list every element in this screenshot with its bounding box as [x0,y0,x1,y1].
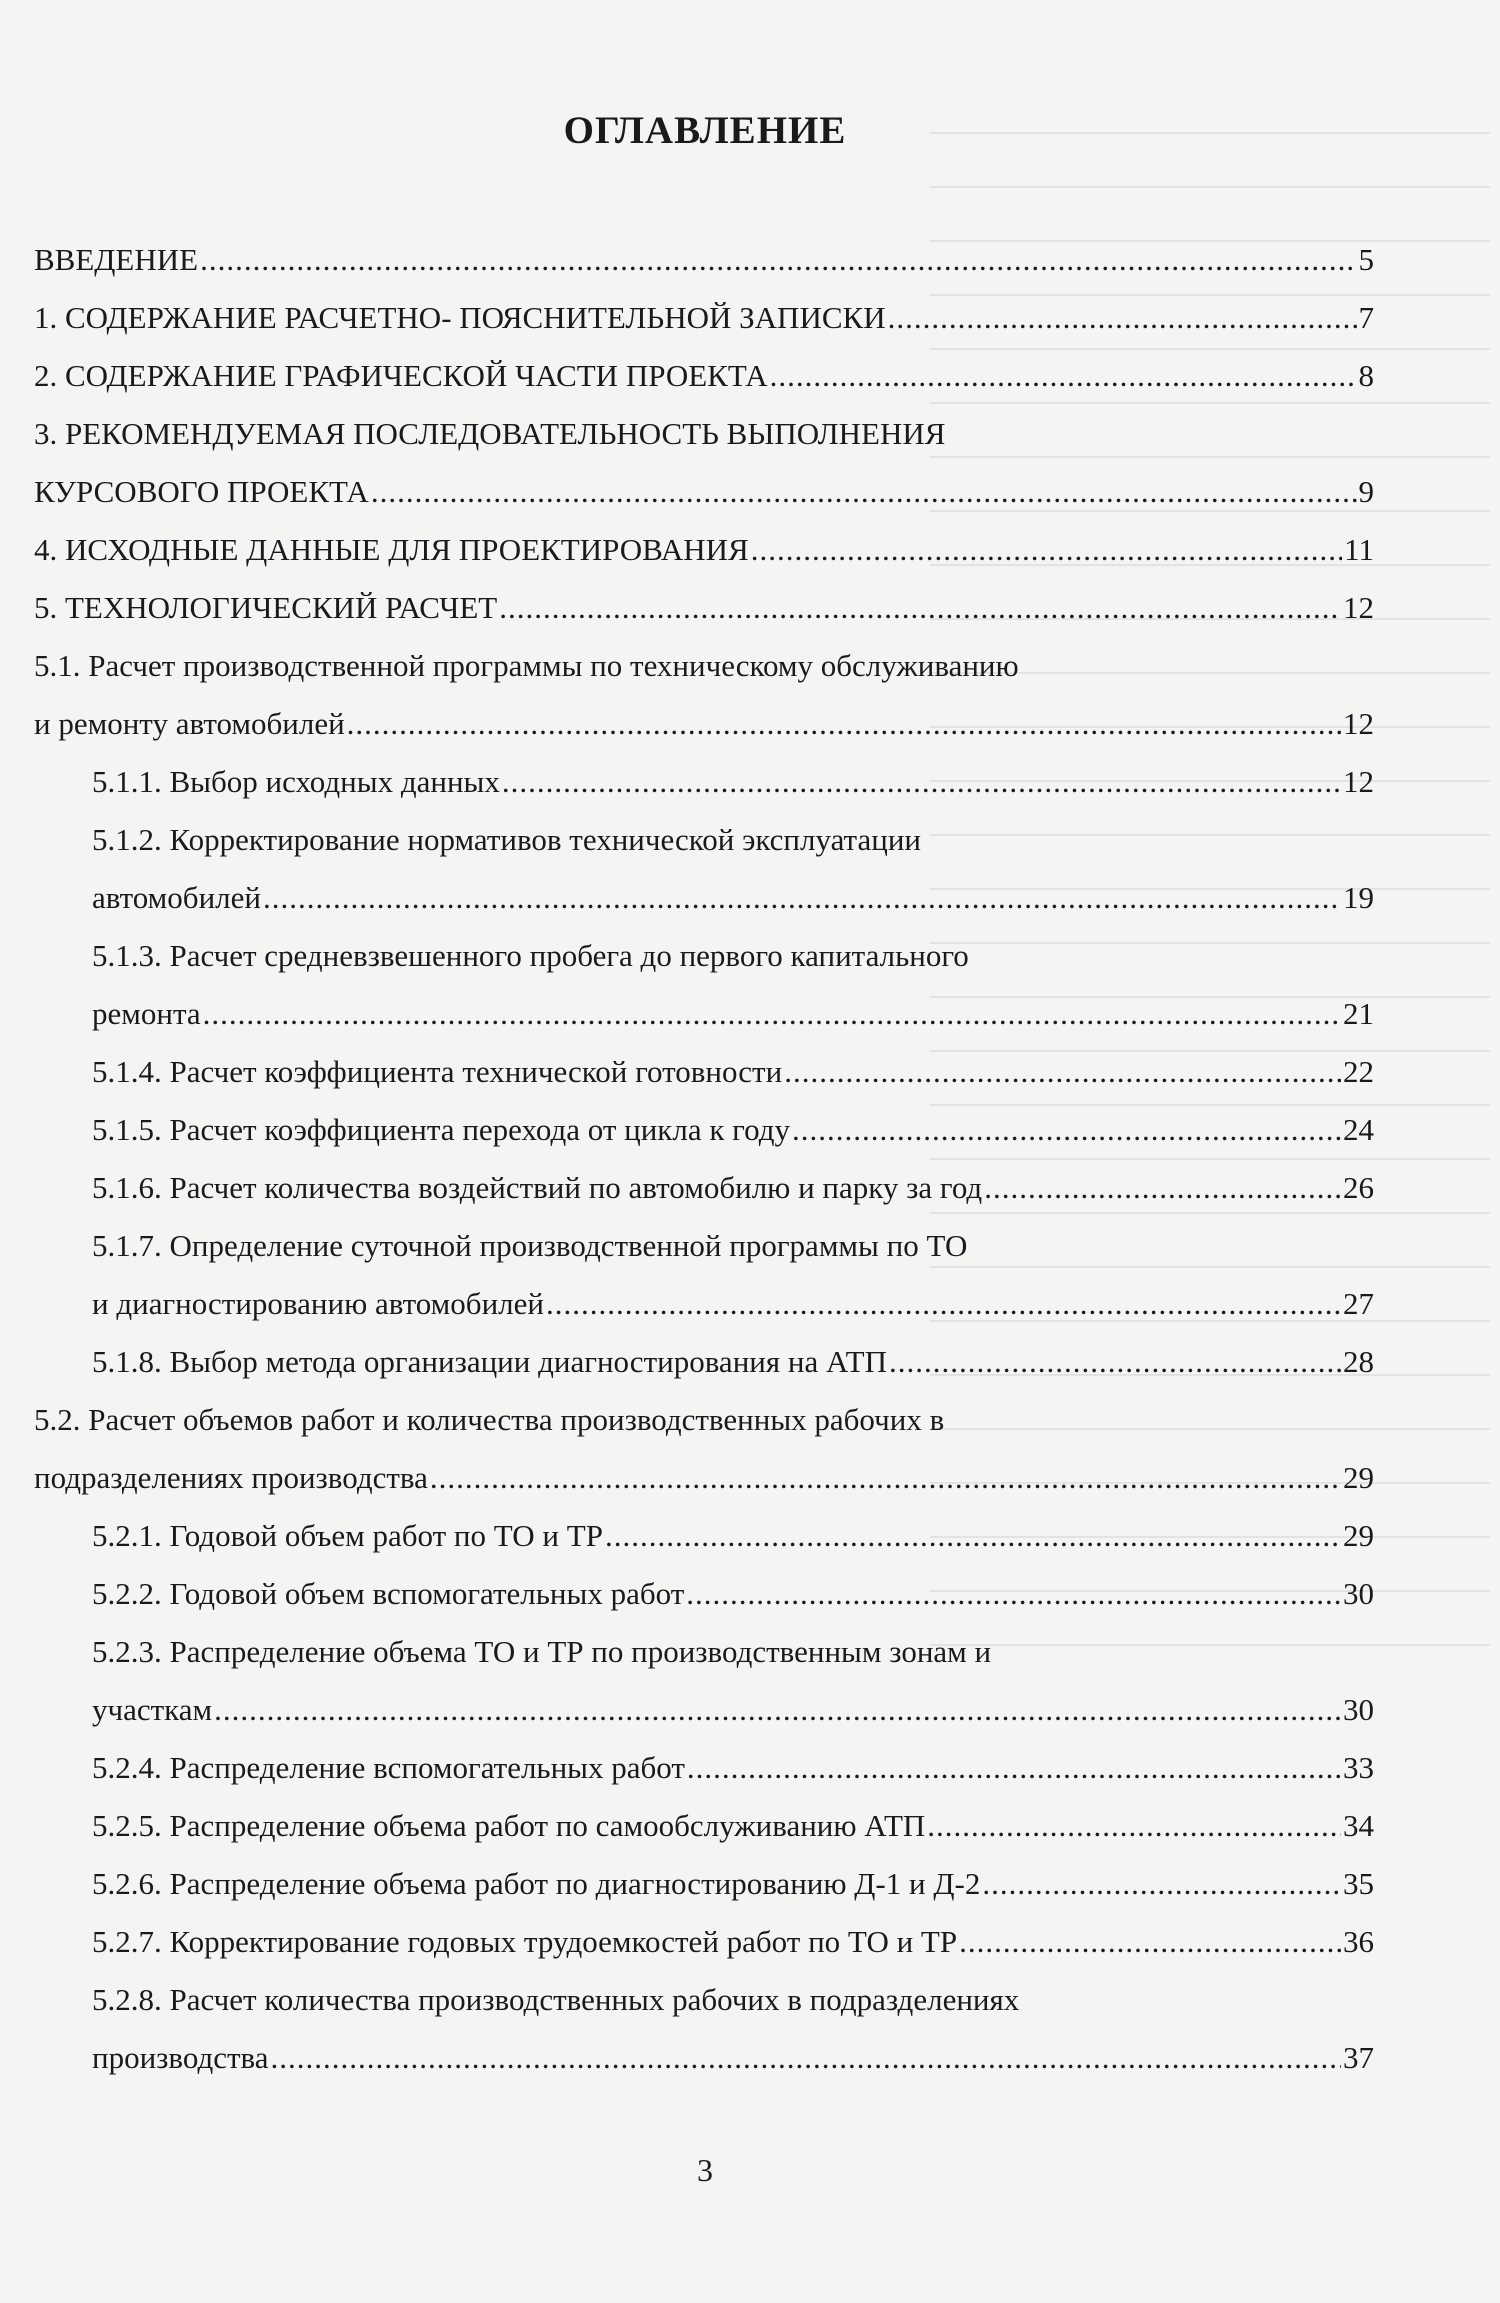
dot-leader [200,240,1356,280]
toc-page-number: 24 [1343,1112,1374,1147]
toc-entry-line [92,1516,1374,1556]
toc-page-number: 11 [1344,532,1374,567]
toc-entry-line [92,1922,1374,1962]
dot-leader [271,2038,1341,2078]
toc-entry-line [34,240,1374,280]
toc-entry [92,1110,1374,1150]
dot-leader [430,1458,1341,1498]
toc-entry [92,1632,1374,1730]
toc-entry [92,1864,1374,1904]
toc-entry-text: 5. ТЕХНОЛОГИЧЕСКИЙ РАСЧЕТ [34,590,498,625]
toc-entry-line [92,994,1374,1034]
toc-page-number: 36 [1343,1924,1374,1959]
dot-leader [263,878,1341,918]
toc-entry-text: ремонта [92,996,201,1031]
toc-entry-line [34,704,1374,744]
dot-leader [687,1748,1341,1788]
toc-entry-line [92,1806,1374,1846]
toc-entry-line [92,1574,1374,1614]
toc-entry-line [92,1690,1374,1730]
toc-entry-text: 5.1.7. Определение суточной производственной программы по ТО [92,1228,968,1263]
toc-page-number: 35 [1343,1866,1374,1901]
dot-leader [889,1342,1341,1382]
dot-leader [203,994,1341,1034]
toc-entry [92,1226,1374,1324]
dot-leader [784,1052,1341,1092]
toc-entry [34,530,1374,570]
dot-leader [371,472,1357,512]
toc-entry [34,1400,1374,1498]
toc-entry-text: 5.2. Расчет объемов работ и количества производственных рабочих в [34,1402,945,1437]
toc-entry [34,588,1374,628]
toc-entry-text: 2. СОДЕРЖАНИЕ ГРАФИЧЕСКОЙ ЧАСТИ ПРОЕКТА [34,358,768,393]
dot-leader [347,704,1341,744]
toc-entry-text: 5.2.3. Распределение объема ТО и ТР по производственным зонам и [92,1634,992,1669]
dot-leader [888,298,1357,338]
dot-leader [751,530,1342,570]
toc-entry-line [34,472,1374,512]
toc-entry-text: подразделениях производства [34,1460,428,1495]
dot-leader [546,1284,1341,1324]
toc-entry-text: 5.1.4. Расчет коэффициента технической готовности [92,1054,783,1089]
toc-entry [34,356,1374,396]
toc-page-number: 19 [1343,880,1374,915]
toc-entry-text: 5.1.5. Расчет коэффициента перехода от цикла к году [92,1112,790,1147]
toc-entry-line [92,1748,1374,1788]
toc-entry-text: 5.2.1. Годовой объем работ по ТО и ТР [92,1518,603,1553]
toc-page-number: 29 [1343,1460,1374,1495]
toc-page-number: 8 [1358,358,1374,393]
dot-leader [982,1864,1341,1904]
toc-entry [34,298,1374,338]
toc-entry [92,936,1374,1034]
toc-entry-text: 5.1.3. Расчет средневзвешенного пробега до первого капитального [92,938,969,973]
toc-entry-text: участкам [92,1692,213,1727]
dot-leader [927,1806,1341,1846]
toc-page-number: 34 [1343,1808,1374,1843]
toc-page-number: 7 [1358,300,1374,335]
toc-entry [92,1574,1374,1614]
toc-entry-line [92,878,1374,918]
toc-entry [34,646,1374,744]
toc-page-number: 29 [1343,1518,1374,1553]
toc-entry [34,240,1374,280]
toc-entry-text: 5.2.8. Расчет количества производственных рабочих в подразделениях [92,1982,1020,2017]
toc-entry-text: 5.2.2. Годовой объем вспомогательных работ [92,1576,685,1611]
dot-leader [686,1574,1341,1614]
dot-leader [605,1516,1341,1556]
toc-page-number: 28 [1343,1344,1374,1379]
toc-entry [92,1806,1374,1846]
toc-page-number: 21 [1343,996,1374,1031]
toc-entry-line [92,1168,1374,1208]
toc-entry-line [92,1864,1374,1904]
toc-entry-text: 5.2.6. Распределение объема работ по диагностированию Д-1 и Д-2 [92,1866,981,1901]
toc-entry-text: 5.2.5. Распределение объема работ по самообслуживанию АТП [92,1808,926,1843]
toc-entry-text: 5.1.2. Корректирование нормативов технической эксплуатации [92,822,921,857]
toc-entry-line [34,298,1374,338]
toc-entry-line [92,1110,1374,1150]
dot-leader [214,1690,1341,1730]
toc-page-number: 9 [1358,474,1374,509]
toc-page-number: 30 [1343,1576,1374,1611]
dot-leader [792,1110,1341,1150]
toc-page-number: 30 [1343,1692,1374,1727]
toc-page-number: 37 [1343,2040,1374,2075]
toc-entry-text: 5.1. Расчет производственной программы по техническому обслуживанию [34,648,1019,683]
toc-page-number: 12 [1343,764,1374,799]
toc-entry-text: и ремонту автомобилей [34,706,345,741]
toc-entry-text: КУРСОВОГО ПРОЕКТА [34,474,369,509]
toc-entry-line [34,356,1374,396]
toc-entry [92,1516,1374,1556]
toc-page-number: 12 [1343,706,1374,741]
toc-entry-text: 5.1.8. Выбор метода организации диагностирования на АТП [92,1344,887,1379]
toc-entry-text: производства [92,2040,269,2075]
toc-entry-text: и диагностированию автомобилей [92,1286,544,1321]
toc-page-number: 27 [1343,1286,1374,1321]
toc-entry-text: ВВЕДЕНИЕ [34,242,199,277]
toc-entry [92,762,1374,802]
toc-entry [92,1980,1374,2078]
toc-page-number: 12 [1343,590,1374,625]
toc-entry [92,1168,1374,1208]
toc-entry-line [34,530,1374,570]
toc-entry-line [92,2038,1374,2078]
toc-entry-text: 5.1.1. Выбор исходных данных [92,764,500,799]
dot-leader [959,1922,1341,1962]
dot-leader [770,356,1357,396]
toc-entry [92,1342,1374,1382]
toc-entry [92,1748,1374,1788]
toc-page-number: 33 [1343,1750,1374,1785]
toc-entry-line [92,1052,1374,1092]
toc-entry-text: 5.2.7. Корректирование годовых трудоемкостей работ по ТО и ТР [92,1924,958,1959]
toc-entry-text: автомобилей [92,880,261,915]
toc-entry [92,1922,1374,1962]
toc-page-number: 5 [1358,242,1374,277]
toc-entry-line [92,1342,1374,1382]
toc-entry-line [92,762,1374,802]
toc-title: ОГЛАВЛЕНИЕ [563,109,847,152]
toc-entry [34,414,1374,512]
toc-page-number: 26 [1343,1170,1374,1205]
dot-leader [984,1168,1341,1208]
toc-entry-line [34,588,1374,628]
toc-entry-text: 3. РЕКОМЕНДУЕМАЯ ПОСЛЕДОВАТЕЛЬНОСТЬ ВЫПОЛНЕНИЯ [34,416,946,451]
toc-entry-line [34,1458,1374,1498]
toc-entry [92,820,1374,918]
toc-page-number: 22 [1343,1054,1374,1089]
dot-leader [502,762,1341,802]
toc-entry-text: 4. ИСХОДНЫЕ ДАННЫЕ ДЛЯ ПРОЕКТИРОВАНИЯ [34,532,749,567]
toc-entry-text: 5.2.4. Распределение вспомогательных работ [92,1750,685,1785]
toc-entry-text: 1. СОДЕРЖАНИЕ РАСЧЕТНО- ПОЯСНИТЕЛЬНОЙ ЗАПИСКИ [34,300,886,335]
toc-entry [92,1052,1374,1092]
dot-leader [499,588,1341,628]
page-number: 3 [697,2152,713,2188]
toc-entry-line [92,1284,1374,1324]
toc-entry-text: 5.1.6. Расчет количества воздействий по автомобилю и парку за год [92,1170,983,1205]
